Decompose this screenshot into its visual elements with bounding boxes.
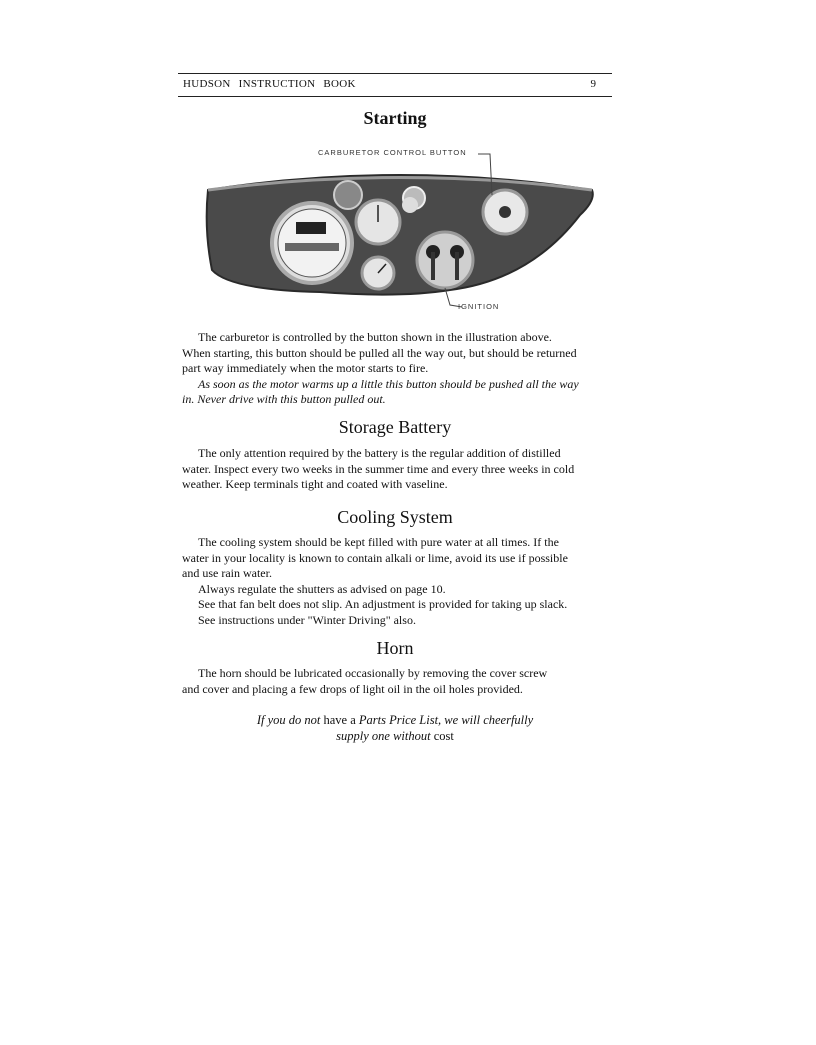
heading-starting: Starting <box>363 108 427 128</box>
parts-price-list-note <box>178 712 612 744</box>
text-line: See instructions under "Winter Driving" also. <box>198 612 416 627</box>
text-line: See that fan belt does not slip. An adjustment is provided for taking up slack. <box>198 597 568 611</box>
starting-paragraph <box>182 330 614 408</box>
text-line: When starting, this button should be pulled all the way out, but should be returned <box>182 345 577 360</box>
horn-paragraph <box>182 666 614 697</box>
text-line: water. Inspect every two weeks in the summer time and every three weeks in cold <box>182 461 575 476</box>
text-line: part way immediately when the motor starts to fire. <box>182 361 429 375</box>
note-text-italic: supply one without <box>336 729 431 743</box>
page-header <box>178 73 612 97</box>
text-line: The carburetor is controlled by the button shown in the illustration above. <box>198 330 552 344</box>
label-ignition: IGNITION <box>458 302 500 311</box>
heading-horn: Horn <box>376 638 414 658</box>
heading-storage-battery: Storage Battery <box>338 417 452 437</box>
note-text-italic: If you do not <box>256 713 321 727</box>
text-line: water in your locality is known to contain alkali or lime, avoid its use if possible <box>182 550 568 565</box>
note-line-2 <box>178 728 612 744</box>
note-text-italic: Parts Price List, we will cheerfully <box>358 713 534 727</box>
heading-cooling-system: Cooling System <box>337 507 453 527</box>
note-text: cost <box>430 729 454 743</box>
note-line-1 <box>178 712 612 728</box>
text-line: in. Never drive with this button pulled out. <box>182 392 386 406</box>
text-line: weather. Keep terminals tight and coated with vaseline. <box>182 477 448 491</box>
text-line: and cover and placing a few drops of light oil in the oil holes provided. <box>182 681 523 696</box>
label-carburetor-control-button: CARBURETOR CONTROL BUTTON <box>318 148 467 157</box>
text-line: Always regulate the shutters as advised on page 10. <box>198 581 446 596</box>
text-line: The cooling system should be kept filled with pure water at all times. If the <box>198 535 559 549</box>
header-title: HUDSON INSTRUCTION BOOK <box>183 78 356 90</box>
page-number: 9 <box>590 78 596 90</box>
text-line: The horn should be lubricated occasionally by removing the cover screw <box>198 666 548 680</box>
dashboard-illustration <box>200 140 600 315</box>
text-line: As soon as the motor warms up a little this button should be pushed all the way <box>198 376 579 391</box>
dashboard-drawing <box>200 140 600 315</box>
battery-paragraph <box>182 446 614 493</box>
text-line: The only attention required by the battery is the regular addition of distilled <box>198 446 561 460</box>
cooling-paragraph <box>182 535 614 628</box>
text-line: and use rain water. <box>182 566 272 580</box>
note-text: have a <box>320 713 359 727</box>
